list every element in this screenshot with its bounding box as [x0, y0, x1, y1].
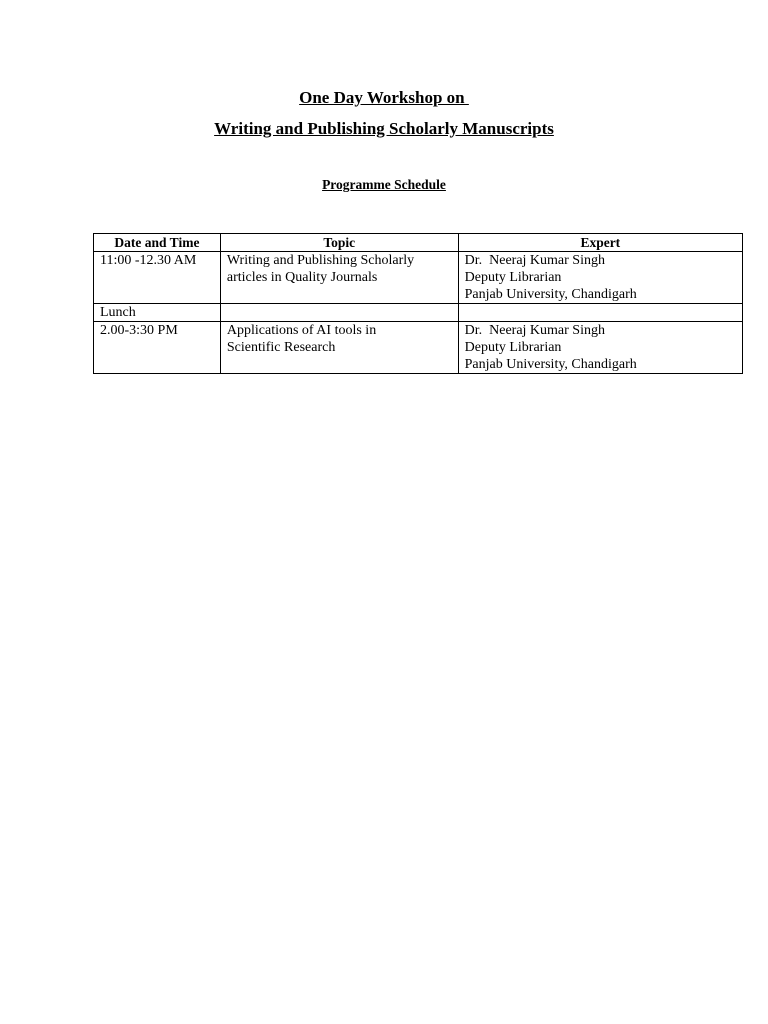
document-subject: Writing and Publishing Scholarly Manuscripts [214, 119, 554, 138]
column-header-date-time: Date and Time [94, 234, 221, 252]
topic-cell [220, 322, 458, 374]
expert-position: Deputy Librarian [464, 270, 562, 285]
time-cell [94, 322, 221, 374]
expert-cell [458, 304, 742, 322]
topic-cell [220, 304, 458, 322]
topic-line: articles in Quality Journals [226, 270, 378, 285]
expert-affiliation: Panjab University, Chandigarh [464, 357, 637, 372]
time-text: 2.00-3:30 PM [100, 323, 178, 338]
expert-cell [458, 322, 742, 374]
topic-cell [220, 252, 458, 304]
schedule-table [93, 233, 743, 374]
column-header-topic: Topic [220, 234, 458, 252]
time-text: 11:00 -12.30 AM [100, 253, 197, 268]
expert-cell [458, 252, 742, 304]
expert-name: Dr. Neeraj Kumar Singh [464, 323, 605, 338]
column-header-expert: Expert [458, 234, 742, 252]
expert-position: Deputy Librarian [464, 340, 562, 355]
table-row [94, 322, 743, 374]
table-row [94, 304, 743, 322]
time-text: Lunch [100, 305, 136, 320]
table-row [94, 252, 743, 304]
time-cell [94, 304, 221, 322]
schedule-heading: Programme Schedule [322, 177, 446, 192]
topic-line: Writing and Publishing Scholarly [226, 253, 415, 268]
document-title: One Day Workshop on [299, 88, 469, 107]
expert-name: Dr. Neeraj Kumar Singh [464, 253, 605, 268]
topic-line: Applications of AI tools in [226, 323, 377, 338]
time-cell [94, 252, 221, 304]
table-header-row [94, 234, 743, 252]
topic-line: Scientific Research [226, 340, 336, 355]
expert-affiliation: Panjab University, Chandigarh [464, 287, 637, 302]
